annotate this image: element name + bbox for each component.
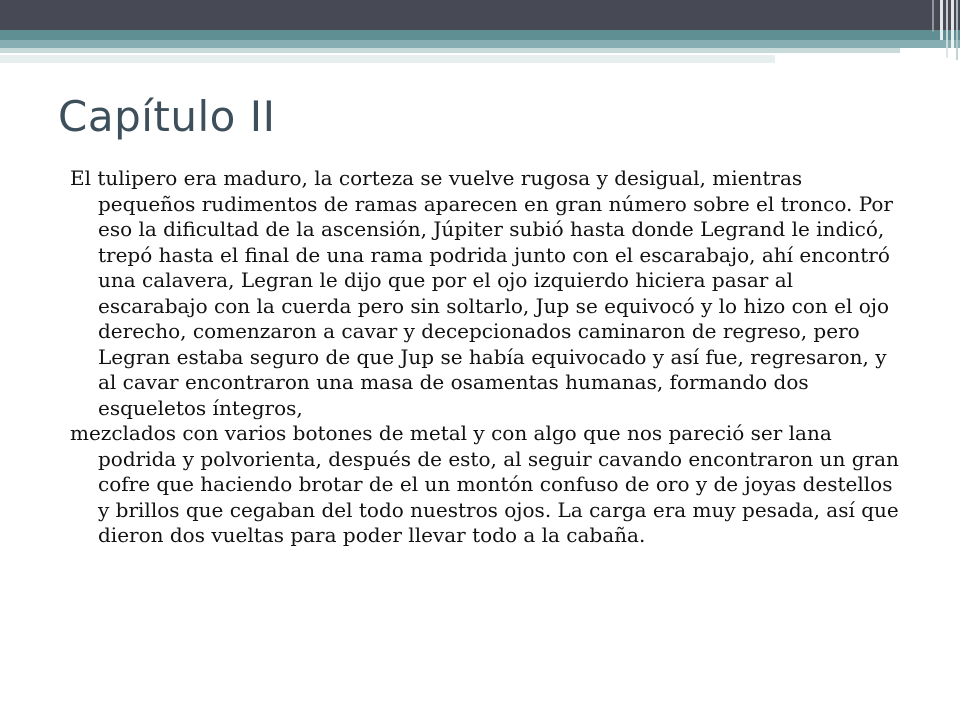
corner-decoration-line: [940, 0, 943, 40]
corner-decoration-line: [956, 0, 958, 60]
header-banner: [0, 0, 960, 30]
header-stripe-fade: [0, 55, 775, 63]
slide-title: Capítulo II: [58, 92, 276, 141]
body-paragraph: mezclados con varios botones de metal y con algo que nos pareció ser lana podrida y polvorienta, después de esto, al seguir cavando encontraron un gran cofre que haciendo brotar de el un montón confuso de oro y de joyas destellos y brillos que cegaban del todo nuestros ojos. La carga era muy pesada, así que dieron dos vueltas para poder llevar todo a la cabaña.: [70, 421, 899, 547]
corner-decoration-line: [932, 0, 934, 32]
body-paragraph: El tulipero era maduro, la corteza se vuelve rugosa y desigual, mientras pequeños rudimentos de ramas aparecen en gran número sobre el tronco. Por eso la dificultad de la ascensión, Júpiter subió hasta donde Legrand le indicó, trepó hasta el final de una rama podrida junto con el escarabajo, ahí encontró una calavera, Legran le dijo que por el ojo izquierdo hiciera pasar al escarabajo con la cuerda pero sin soltarlo, Jup se equivocó y lo hizo con el ojo derecho, comenzaron a cavar y decepcionados caminaron de regreso, pero Legran estaba seguro de que Jup se había equivocado y así fue, regresaron, y al cavar encontraron una masa de osamentas humanas, formando dos esqueletos íntegros,: [70, 166, 893, 420]
slide-body: [70, 166, 900, 549]
header-stripe-teal-light: [0, 40, 960, 48]
header-stripe-teal: [0, 30, 960, 40]
corner-decoration-line: [951, 0, 954, 64]
corner-decoration-line: [946, 0, 948, 58]
